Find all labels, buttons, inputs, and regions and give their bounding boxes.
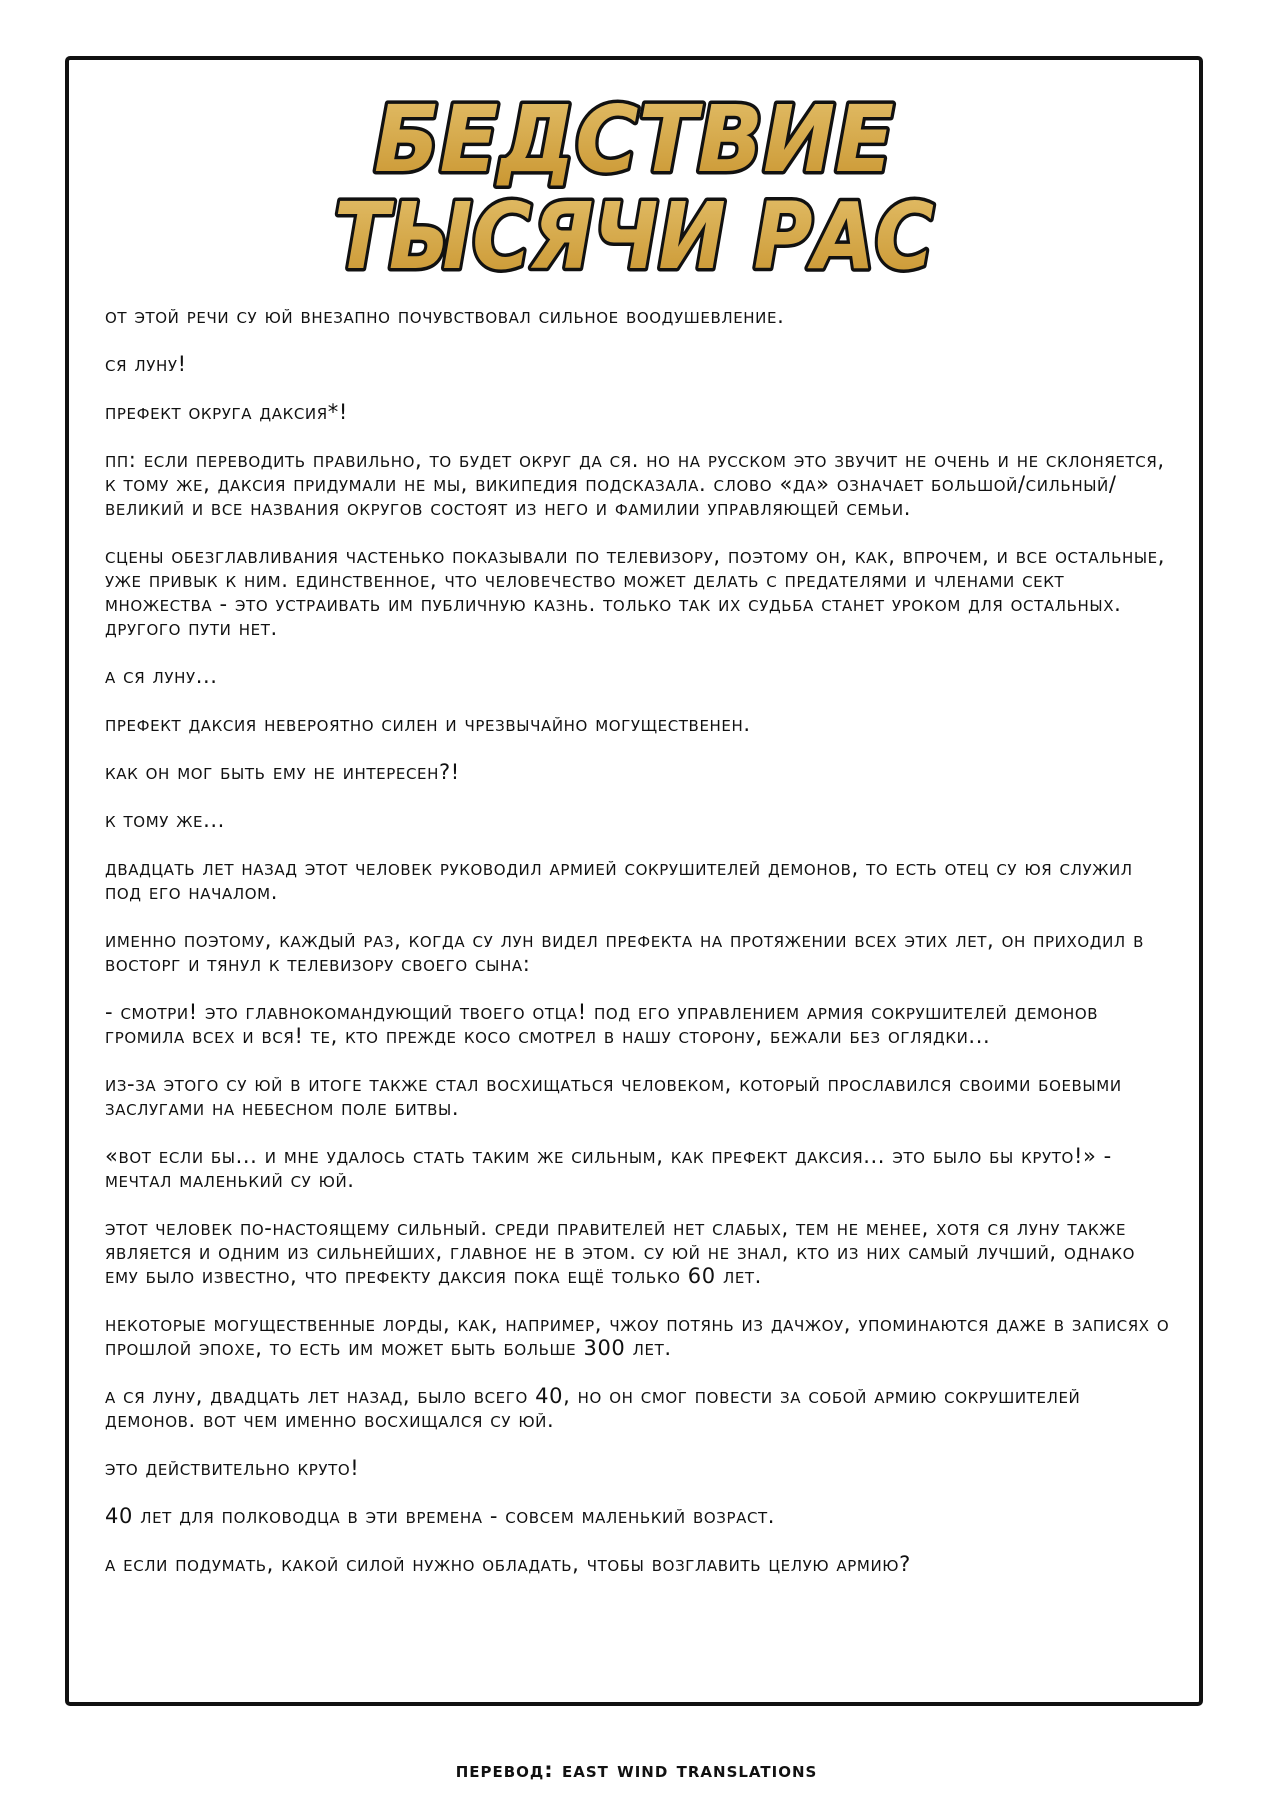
translator-note: пп: если переводить правильно, то будет округ да ся. но на русском это звучит не очень и не склоняется, к тому же, даксия придумали не мы, википедия подсказала. слово «да» означает большой/сильный/великий и все названия округов состоят из него и фамилии управляющей семьи. (105, 448, 1165, 520)
paragraph: двадцать лет назад этот человек руководил армией сокрушителей демонов, то есть отец су юя служил под его началом. (105, 856, 1133, 904)
paragraph: к тому же... (105, 808, 225, 832)
paragraph: ся луну! (105, 352, 187, 376)
paragraph: как он мог быть ему не интересен?! (105, 760, 460, 784)
paragraph: сцены обезглавливания частенько показывали по телевизору, поэтому он, как, впрочем, и все остальные, уже привык к ним. единственное, что человечество может делать с предателями и членами сект множества - это устраивать им публичную казнь. только так их судьба станет уроком для остальных. другого пути нет. (105, 544, 1166, 640)
chapter-text (105, 304, 1175, 1600)
paragraph: именно поэтому, каждый раз, когда су лун видел префекта на протяжении всех этих лет, он приходил в восторг и тянул к телевизору своего сына: (105, 928, 1144, 976)
paragraph: этот человек по-настоящему сильный. среди правителей нет слабых, тем не менее, хотя ся луну также является и одним из сильнейших, главное не в этом. су юй не знал, кто из них самый лучший, однако ему было известно, что префекту даксия пока ещё только 60 лет. (105, 1216, 1136, 1288)
paragraph: некоторые могущественные лорды, как, например, чжоу потянь из дачжоу, упоминаются даже в записях о прошлой эпохе, то есть им может быть больше 300 лет. (105, 1312, 1170, 1360)
paragraph: от этой речи су юй внезапно почувствовал сильное воодушевление. (105, 304, 785, 328)
paragraph: префект округа даксия*! (105, 400, 348, 424)
title-line-2: ТЫСЯЧИ РАС (334, 183, 934, 290)
title-line-1: БЕДСТВИЕ (374, 86, 894, 193)
paragraph: а если подумать, какой силой нужно обладать, чтобы возглавить целую армию? (105, 1552, 911, 1576)
paragraph: 40 лет для полководца в эти времена - совсем маленький возраст. (105, 1504, 776, 1528)
paragraph: префект даксия невероятно силен и чрезвычайно могущественен. (105, 712, 751, 736)
title-logo (69, 86, 1199, 290)
paragraph: из-за этого су юй в итоге также стал восхищаться человеком, который прославился своими боевыми заслугами на небесном поле битвы. (105, 1072, 1122, 1120)
paragraph: а ся луну, двадцать лет назад, было всего 40, но он смог повести за собой армию сокрушителей демонов. вот чем именно восхищался су юй. (105, 1384, 1081, 1432)
page-frame (65, 56, 1203, 1706)
paragraph: а ся луну... (105, 664, 218, 688)
paragraph: - смотри! это главнокомандующий твоего отца! под его управлением армия сокрушителей демонов громила всех и вся! те, кто прежде косо смотрел в нашу сторону, бежали без оглядки... (105, 1000, 1099, 1048)
paragraph: это действительно круто! (105, 1456, 360, 1480)
translation-credit: перевод: east wind translations (455, 1758, 818, 1782)
paragraph: «вот если бы... и мне удалось стать таким же сильным, как префект даксия... это было бы круто!» - мечтал маленький су юй. (105, 1144, 1112, 1192)
title-logo-svg (324, 86, 944, 290)
